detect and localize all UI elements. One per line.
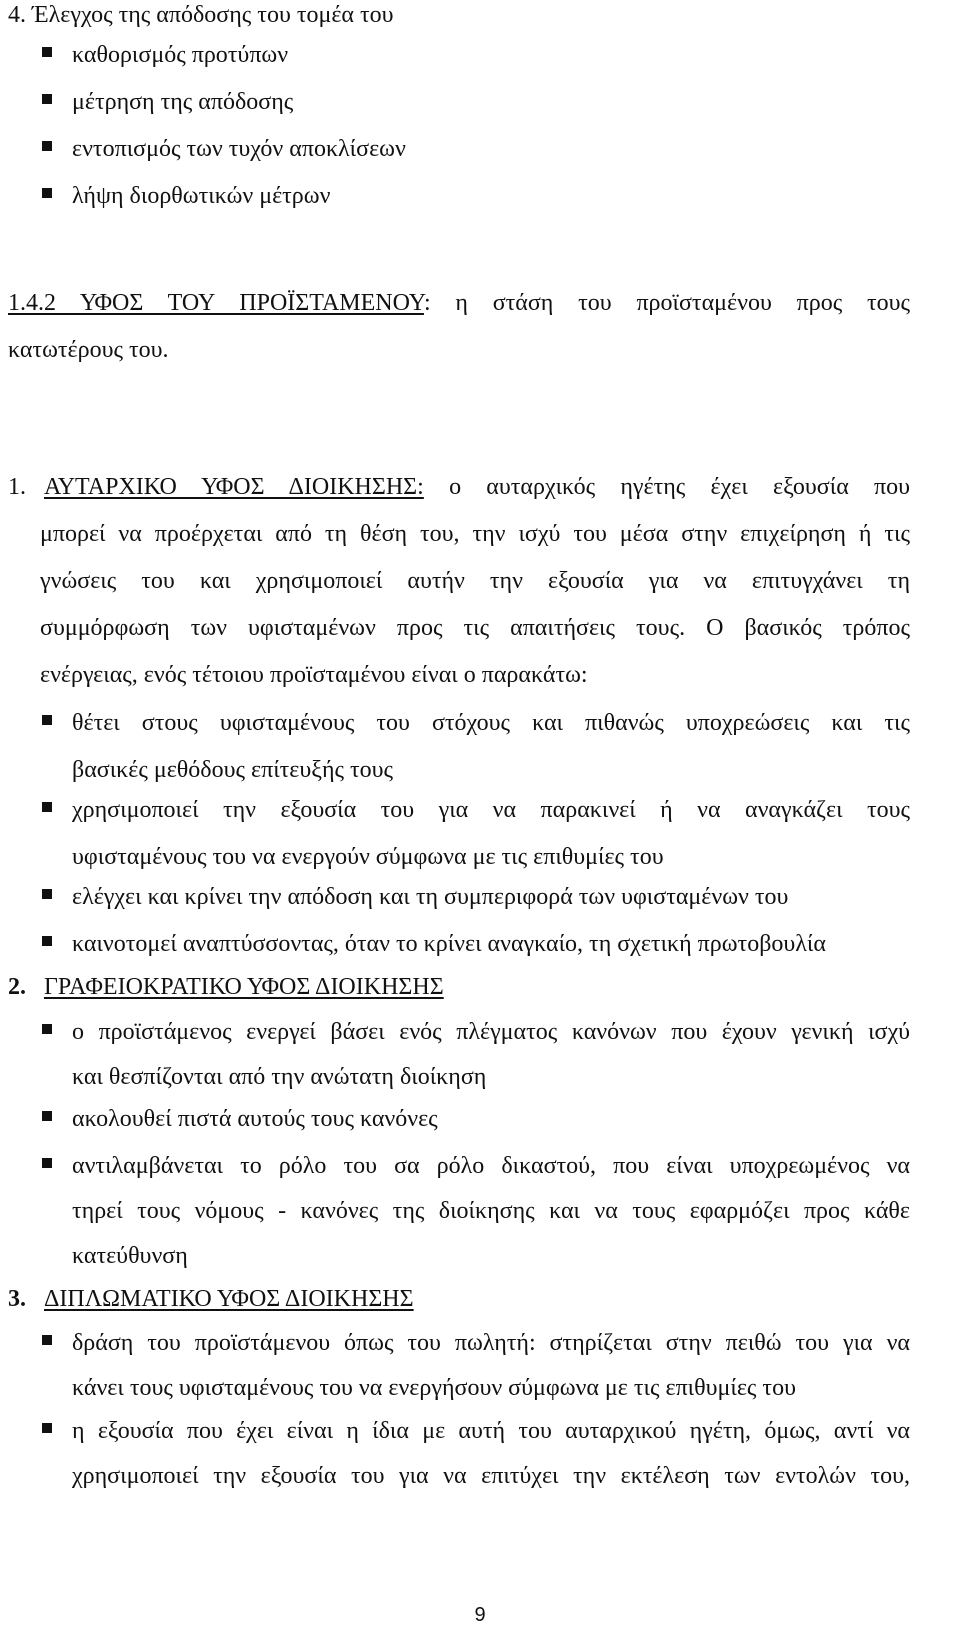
square-bullet-icon xyxy=(42,188,52,198)
style-section-intro-cont: κατωτέρους του. xyxy=(8,337,169,363)
list-item: καινοτομεί αναπτύσσοντας, όταν το κρίνει αναγκαίο, τη σχετική πρωτοβουλία xyxy=(72,931,826,957)
list-item-cont: και θεσπίζονται από την ανώτατη διοίκηση xyxy=(72,1064,487,1090)
bureaucratic-number: 2. xyxy=(8,974,26,1000)
diplomatic-number: 3. xyxy=(8,1286,26,1312)
square-bullet-icon xyxy=(42,1024,52,1034)
square-bullet-icon xyxy=(42,1335,52,1345)
list-item: ο προϊστάμενος ενεργεί βάσει ενός πλέγματος κανόνων που έχουν γενική ισχύ xyxy=(72,1019,910,1045)
square-bullet-icon xyxy=(42,94,52,104)
section-4-heading: 4. Έλεγχος της απόδοσης του τομέα του xyxy=(8,2,394,28)
list-item-cont: κάνει τους υφισταμένους του να ενεργήσουν σύμφωνα με τις επιθυμίες του xyxy=(72,1375,796,1401)
list-item: καθορισμός προτύπων xyxy=(72,42,289,68)
list-item: εντοπισμός των τυχόν αποκλίσεων xyxy=(72,136,406,162)
authoritarian-para-line: γνώσεις του και χρησιμοποιεί αυτήν την εξουσία για να επιτυγχάνει τη xyxy=(40,568,910,594)
list-item: ακολουθεί πιστά αυτούς τους κανόνες xyxy=(72,1106,438,1132)
list-item: η εξουσία που έχει είναι η ίδια με αυτή του αυταρχικού ηγέτη, όμως, αντί να xyxy=(72,1418,910,1444)
style-section-heading: 1.4.2 ΥΦΟΣ ΤΟΥ ΠΡΟΪΣΤΑΜΕΝΟΥ xyxy=(8,290,424,316)
list-item: μέτρηση της απόδοσης xyxy=(72,89,294,115)
square-bullet-icon xyxy=(42,889,52,899)
square-bullet-icon xyxy=(42,1423,52,1433)
list-item-cont: τηρεί τους νόμους - κανόνες της διοίκησης και να τους εφαρμόζει προς κάθε xyxy=(72,1198,910,1224)
diplomatic-heading: ΔΙΠΛΩΜΑΤΙΚΟ ΥΦΟΣ ΔΙΟΙΚΗΣΗΣ xyxy=(44,1286,414,1312)
list-item-cont: χρησιμοποιεί την εξουσία του για να επιτύχει την εκτέλεση των εντολών του, xyxy=(72,1463,910,1489)
square-bullet-icon xyxy=(42,715,52,725)
square-bullet-icon xyxy=(42,1158,52,1168)
authoritarian-para-line: ενέργειας, ενός τέτοιου προϊσταμένου είναι ο παρακάτω: xyxy=(40,662,588,688)
authoritarian-para-line: συμμόρφωση των υφισταμένων προς τις απαιτήσεις τους. Ο βασικός τρόπος xyxy=(40,615,910,641)
square-bullet-icon xyxy=(42,1111,52,1121)
square-bullet-icon xyxy=(42,936,52,946)
authoritarian-number: 1. xyxy=(8,474,26,500)
authoritarian-heading: ΑΥΤΑΡΧΙΚΟ ΥΦΟΣ ΔΙΟΙΚΗΣΗΣ: xyxy=(44,474,424,500)
list-item-cont: υφισταμένους του να ενεργούν σύμφωνα με τις επιθυμίες του xyxy=(72,844,664,870)
page-number: 9 xyxy=(474,1604,486,1626)
list-item: δράση του προϊστάμενου όπως του πωλητή: στηρίζεται στην πειθώ του για να xyxy=(72,1330,910,1356)
list-item: λήψη διορθωτικών μέτρων xyxy=(72,183,331,209)
square-bullet-icon xyxy=(42,47,52,57)
square-bullet-icon xyxy=(42,802,52,812)
list-item-cont: κατεύθυνση xyxy=(72,1243,188,1269)
bureaucratic-heading: ΓΡΑΦΕΙΟΚΡΑΤΙΚΟ ΥΦΟΣ ΔΙΟΙΚΗΣΗΣ xyxy=(44,974,444,1000)
list-item: ελέγχει και κρίνει την απόδοση και τη συμπεριφορά των υφισταμένων του xyxy=(72,884,789,910)
list-item: θέτει στους υφισταμένους του στόχους και πιθανώς υποχρεώσεις και τις xyxy=(72,710,910,736)
authoritarian-para-line: μπορεί να προέρχεται από τη θέση του, την ισχύ του μέσα στην επιχείρηση ή τις xyxy=(40,521,910,547)
square-bullet-icon xyxy=(42,141,52,151)
list-item: αντιλαμβάνεται το ρόλο του σα ρόλο δικαστού, που είναι υποχρεωμένος να xyxy=(72,1153,910,1179)
list-item-cont: βασικές μεθόδους επίτευξής τους xyxy=(72,757,394,783)
authoritarian-para-line: ΑΥΤΑΡΧΙΚΟ ΥΦΟΣ ΔΙΟΙΚΗΣΗΣ: ο αυταρχικός ηγέτης έχει εξουσία που xyxy=(44,474,910,500)
list-item: χρησιμοποιεί την εξουσία του για να παρακινεί ή να αναγκάζει τους xyxy=(72,797,910,823)
style-section-intro: 1.4.2 ΥΦΟΣ ΤΟΥ ΠΡΟΪΣΤΑΜΕΝΟΥ: η στάση του προϊσταμένου προς τους xyxy=(8,290,911,316)
